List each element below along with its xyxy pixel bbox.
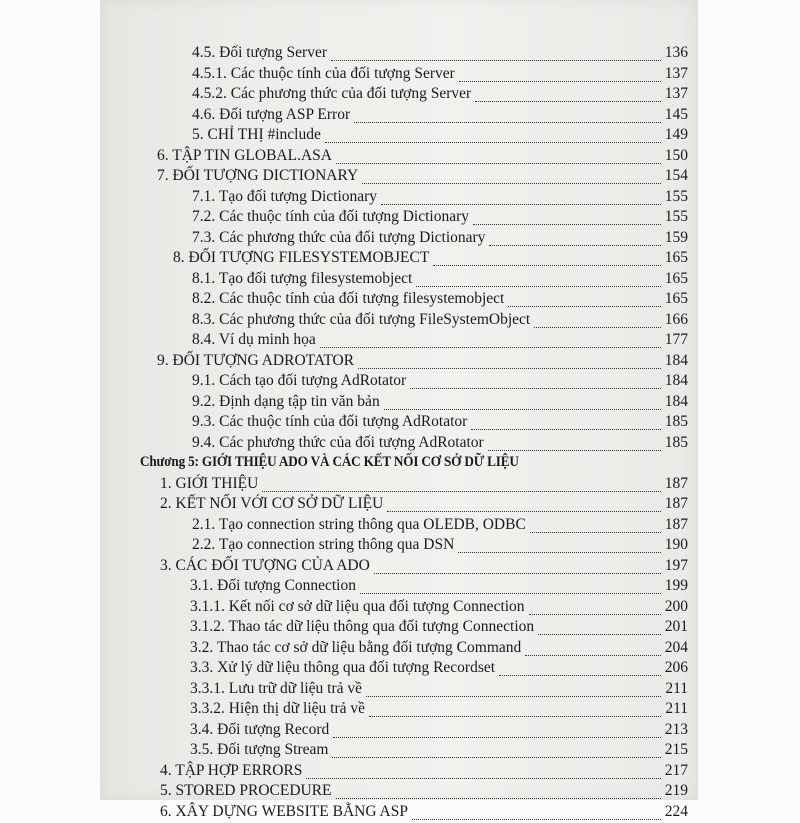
toc-entry-title: 4.5. Đối tượng Server bbox=[192, 44, 329, 62]
toc-entry-title: 3.3. Xử lý dữ liệu thông qua đối tượng Recordset bbox=[190, 659, 497, 677]
toc-entry-page-number: 137 bbox=[663, 65, 688, 83]
toc-entry-page-number: 136 bbox=[663, 44, 688, 62]
toc-entry bbox=[100, 659, 698, 680]
toc-entry-title: 4.5.1. Các thuộc tính của đối tượng Server bbox=[192, 65, 457, 83]
book-page bbox=[100, 0, 698, 800]
toc-entry bbox=[100, 270, 698, 291]
toc-entry-page-number: 165 bbox=[663, 270, 688, 288]
dot-leader bbox=[360, 577, 661, 594]
toc-entry bbox=[100, 721, 698, 742]
toc-entry-page-number: 155 bbox=[663, 188, 688, 206]
toc-entry-page-number: 224 bbox=[663, 803, 688, 821]
dot-leader bbox=[534, 311, 661, 328]
toc-entry bbox=[100, 311, 698, 332]
toc-entry-page-number: 204 bbox=[663, 639, 688, 657]
toc-entry-page-number: 200 bbox=[663, 598, 688, 616]
toc-entry-title: 4. TẬP HỢP ERRORS bbox=[160, 762, 304, 780]
dot-leader bbox=[475, 85, 661, 102]
toc-entry-page-number: 190 bbox=[663, 536, 688, 554]
dot-leader bbox=[336, 782, 661, 799]
toc-entry-title: 3.3.2. Hiện thị dữ liệu trả về bbox=[190, 700, 367, 718]
dot-leader bbox=[410, 372, 661, 389]
toc-entry bbox=[100, 393, 698, 414]
toc-entry-title: 9. ĐỐI TƯỢNG ADROTATOR bbox=[157, 352, 356, 370]
toc-entry-title: 2.2. Tạo connection string thông qua DSN bbox=[192, 536, 456, 554]
toc-entry-title: 8.4. Ví dụ minh họa bbox=[192, 331, 318, 349]
toc-entry-page-number: 199 bbox=[663, 577, 688, 595]
toc-entry-title: 7.2. Các thuộc tính của đối tượng Dictionary bbox=[192, 208, 471, 226]
dot-leader bbox=[333, 721, 661, 738]
dot-leader bbox=[332, 741, 661, 758]
toc-entry-title: 3.4. Đối tượng Record bbox=[190, 721, 331, 739]
toc-entry-page-number: 165 bbox=[663, 249, 688, 267]
dot-leader bbox=[362, 167, 661, 184]
dot-leader bbox=[530, 516, 661, 533]
toc-entry bbox=[100, 188, 698, 209]
toc-entry-page-number: 155 bbox=[663, 208, 688, 226]
toc-entry-title: 2.1. Tạo connection string thông qua OLEDB, ODBC bbox=[192, 516, 528, 534]
toc-entry bbox=[100, 167, 698, 188]
toc-entry bbox=[100, 495, 698, 516]
toc-entry bbox=[100, 434, 698, 455]
dot-leader bbox=[336, 147, 661, 164]
toc-entry-page-number: 184 bbox=[663, 352, 688, 370]
toc-entry-page-number: 219 bbox=[663, 782, 688, 800]
toc-entry-title: 4.6. Đối tượng ASP Error bbox=[192, 106, 352, 124]
toc-entry-title: 5. STORED PROCEDURE bbox=[160, 782, 334, 800]
dot-leader bbox=[538, 618, 661, 635]
toc-entry-page-number: 201 bbox=[663, 618, 688, 636]
toc-entry bbox=[100, 290, 698, 311]
toc-entry bbox=[100, 782, 698, 803]
toc-entry bbox=[100, 208, 698, 229]
toc-entry-title: 8. ĐỐI TƯỢNG FILESYSTEMOBJECT bbox=[173, 249, 431, 267]
toc-entry-title: 5. CHỈ THỊ #include bbox=[192, 126, 323, 144]
toc-entry-page-number: 184 bbox=[663, 393, 688, 411]
toc-entry bbox=[100, 803, 698, 823]
dot-leader bbox=[320, 331, 661, 348]
toc-entry-page-number: 206 bbox=[663, 659, 688, 677]
toc-entry-title: 4.5.2. Các phương thức của đối tượng Server bbox=[192, 85, 473, 103]
dot-leader bbox=[366, 680, 661, 697]
toc-entry-title: 2. KẾT NỐI VỚI CƠ SỞ DỮ LIỆU bbox=[160, 495, 385, 513]
toc-entry-title: 3.1.2. Thao tác dữ liệu thông qua đối tượng Connection bbox=[190, 618, 536, 636]
dot-leader bbox=[384, 393, 661, 410]
toc-entry-title: 9.2. Định dạng tập tin văn bản bbox=[192, 393, 382, 411]
dot-leader bbox=[262, 475, 661, 492]
dot-leader bbox=[369, 700, 661, 717]
toc-entry-page-number: 185 bbox=[663, 434, 688, 452]
toc-entry-title: Chương 5: GIỚI THIỆU ADO VÀ CÁC KẾT NỐI CƠ SỞ DỮ LIỆU bbox=[140, 454, 521, 471]
toc-entry bbox=[100, 413, 698, 434]
toc-entry-page-number: 177 bbox=[663, 331, 688, 349]
toc-entry-title: 6. XÂY DỰNG WEBSITE BẰNG ASP bbox=[160, 803, 410, 821]
toc-entry-page-number: 197 bbox=[663, 557, 688, 575]
toc-entry bbox=[100, 516, 698, 537]
dot-leader bbox=[459, 65, 661, 82]
toc-entry-title: 7.1. Tạo đối tượng Dictionary bbox=[192, 188, 379, 206]
toc-entry bbox=[100, 577, 698, 598]
toc-entry-title: 8.3. Các phương thức của đối tượng FileSystemObject bbox=[192, 311, 532, 329]
toc-entry-page-number: 187 bbox=[663, 495, 688, 513]
dot-leader bbox=[412, 803, 661, 820]
toc-entry-title: 3. CÁC ĐỐI TƯỢNG CỦA ADO bbox=[160, 557, 372, 575]
toc-entry-title: 8.2. Các thuộc tính của đối tượng filesystemobject bbox=[192, 290, 506, 308]
toc-entry bbox=[100, 618, 698, 639]
toc-entry bbox=[100, 680, 698, 701]
toc-entry bbox=[100, 536, 698, 557]
toc-entry-page-number: 211 bbox=[663, 680, 688, 698]
toc-entry-page-number: 159 bbox=[663, 229, 688, 247]
toc-entry-title: 3.1. Đối tượng Connection bbox=[190, 577, 358, 595]
toc-entry bbox=[100, 557, 698, 578]
toc-entry bbox=[100, 65, 698, 86]
dot-leader bbox=[508, 290, 661, 307]
toc-entry bbox=[100, 106, 698, 127]
dot-leader bbox=[331, 44, 661, 61]
toc-entry bbox=[100, 331, 698, 352]
toc-entry bbox=[100, 475, 698, 496]
toc-entry-title: 3.3.1. Lưu trữ dữ liệu trả về bbox=[190, 680, 364, 698]
toc-entry-title: 1. GIỚI THIỆU bbox=[160, 475, 260, 493]
toc-entry-title: 6. TẬP TIN GLOBAL.ASA bbox=[157, 147, 334, 165]
toc-entry-page-number: 149 bbox=[663, 126, 688, 144]
toc-entry-page-number: 187 bbox=[663, 516, 688, 534]
dot-leader bbox=[499, 659, 661, 676]
toc-entry-page-number: 211 bbox=[663, 700, 688, 718]
toc-entry-page-number: 166 bbox=[663, 311, 688, 329]
dot-leader bbox=[381, 188, 661, 205]
dot-leader bbox=[416, 270, 661, 287]
chapter-heading bbox=[100, 454, 698, 475]
toc-entry bbox=[100, 372, 698, 393]
dot-leader bbox=[525, 639, 661, 656]
toc-entry bbox=[100, 147, 698, 168]
toc-entry-page-number: 217 bbox=[663, 762, 688, 780]
toc-entry-page-number: 165 bbox=[663, 290, 688, 308]
toc-entry bbox=[100, 598, 698, 619]
toc-entry bbox=[100, 126, 698, 147]
toc-entry bbox=[100, 249, 698, 270]
toc-entry-title: 3.2. Thao tác cơ sở dữ liệu bằng đối tượng Command bbox=[190, 639, 523, 657]
toc-entry bbox=[100, 700, 698, 721]
toc-entry-title: 9.3. Các thuộc tính của đối tượng AdRotator bbox=[192, 413, 469, 431]
toc-entry-page-number: 215 bbox=[663, 741, 688, 759]
toc-entry-title: 3.5. Đối tượng Stream bbox=[190, 741, 330, 759]
dot-leader bbox=[374, 557, 661, 574]
toc-entry-page-number: 145 bbox=[663, 106, 688, 124]
dot-leader bbox=[433, 249, 661, 266]
toc-entry bbox=[100, 741, 698, 762]
dot-leader bbox=[354, 106, 661, 123]
toc-entry-title: 8.1. Tạo đối tượng filesystemobject bbox=[192, 270, 414, 288]
dot-leader bbox=[306, 762, 661, 779]
toc-entry-page-number: 185 bbox=[663, 413, 688, 431]
toc-entry-page-number: 184 bbox=[663, 372, 688, 390]
dot-leader bbox=[358, 352, 661, 369]
toc-entry bbox=[100, 639, 698, 660]
dot-leader bbox=[387, 495, 661, 512]
toc-entry-title: 7.3. Các phương thức của đối tượng Dictionary bbox=[192, 229, 487, 247]
dot-leader bbox=[325, 126, 661, 143]
toc-entry-title: 7. ĐỐI TƯỢNG DICTIONARY bbox=[157, 167, 360, 185]
dot-leader bbox=[471, 413, 661, 430]
dot-leader bbox=[489, 229, 661, 246]
toc-entry bbox=[100, 229, 698, 250]
toc-entry bbox=[100, 762, 698, 783]
toc-entry-page-number: 150 bbox=[663, 147, 688, 165]
dot-leader bbox=[473, 208, 661, 225]
table-of-contents bbox=[100, 44, 698, 823]
toc-entry-title: 9.1. Cách tạo đối tượng AdRotator bbox=[192, 372, 408, 390]
toc-entry-title: 3.1.1. Kết nối cơ sở dữ liệu qua đối tượng Connection bbox=[190, 598, 527, 616]
toc-entry-page-number: 154 bbox=[663, 167, 688, 185]
toc-entry-page-number: 137 bbox=[663, 85, 688, 103]
dot-leader bbox=[529, 598, 661, 615]
toc-entry-title: 9.4. Các phương thức của đối tượng AdRotator bbox=[192, 434, 486, 452]
toc-entry-page-number: 187 bbox=[663, 475, 688, 493]
toc-entry-page-number: 213 bbox=[663, 721, 688, 739]
toc-entry bbox=[100, 44, 698, 65]
toc-entry bbox=[100, 85, 698, 106]
toc-entry bbox=[100, 352, 698, 373]
dot-leader bbox=[488, 434, 661, 451]
dot-leader bbox=[458, 536, 661, 553]
